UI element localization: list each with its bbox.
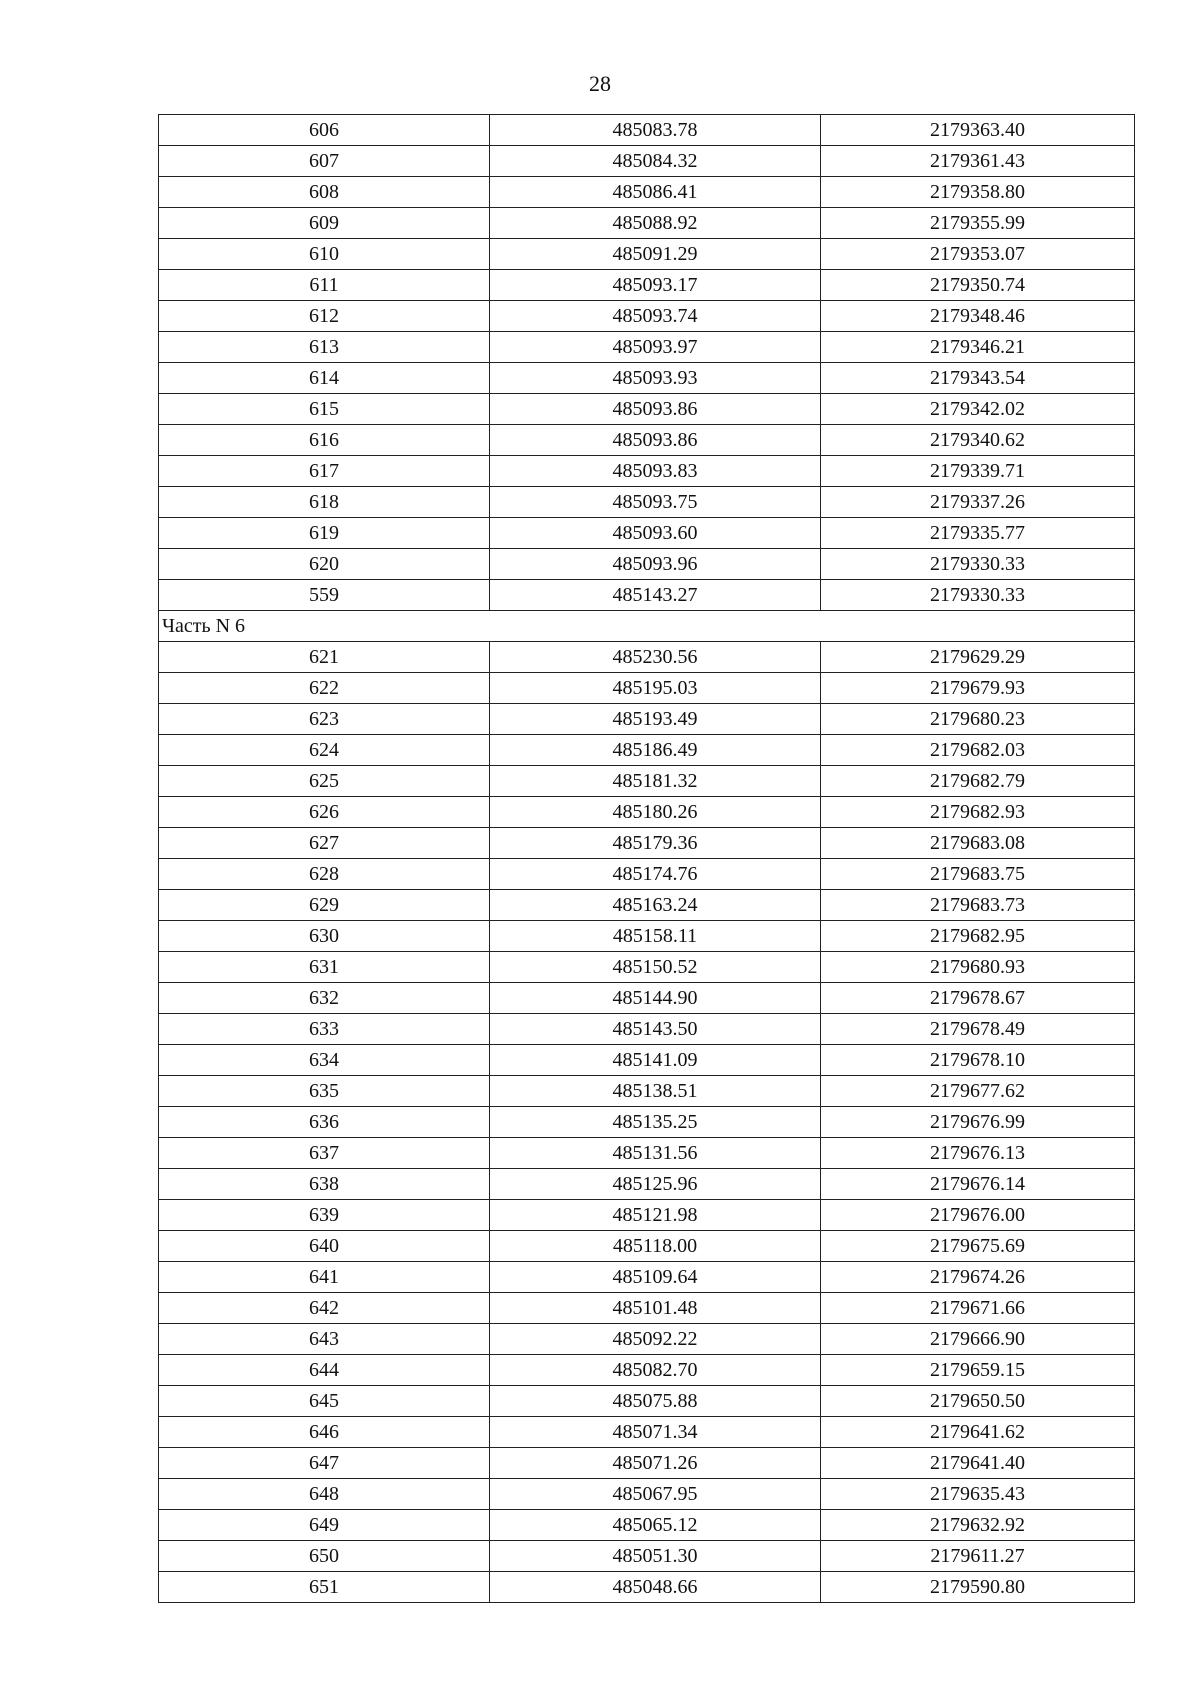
table-row — [159, 549, 1135, 580]
x-coordinate-cell: 485086.41 — [490, 177, 821, 208]
table-row — [159, 301, 1135, 332]
x-coordinate-cell: 485084.32 — [490, 146, 821, 177]
y-coordinate-cell: 2179683.08 — [821, 828, 1135, 859]
table-row — [159, 270, 1135, 301]
y-coordinate-cell: 2179330.33 — [821, 580, 1135, 611]
table-row — [159, 952, 1135, 983]
point-number-cell: 643 — [159, 1324, 490, 1355]
x-coordinate-cell: 485075.88 — [490, 1386, 821, 1417]
y-coordinate-cell: 2179330.33 — [821, 549, 1135, 580]
y-coordinate-cell: 2179659.15 — [821, 1355, 1135, 1386]
y-coordinate-cell: 2179675.69 — [821, 1231, 1135, 1262]
table-row — [159, 673, 1135, 704]
y-coordinate-cell: 2179337.26 — [821, 487, 1135, 518]
table-row — [159, 1448, 1135, 1479]
table-row — [159, 239, 1135, 270]
table-row — [159, 828, 1135, 859]
point-number-cell: 622 — [159, 673, 490, 704]
table-row — [159, 1510, 1135, 1541]
table-row — [159, 1572, 1135, 1603]
y-coordinate-cell: 2179680.23 — [821, 704, 1135, 735]
x-coordinate-cell: 485143.27 — [490, 580, 821, 611]
x-coordinate-cell: 485093.60 — [490, 518, 821, 549]
point-number-cell: 621 — [159, 642, 490, 673]
point-number-cell: 612 — [159, 301, 490, 332]
x-coordinate-cell: 485093.86 — [490, 425, 821, 456]
point-number-cell: 640 — [159, 1231, 490, 1262]
table-row — [159, 332, 1135, 363]
y-coordinate-cell: 2179635.43 — [821, 1479, 1135, 1510]
point-number-cell: 610 — [159, 239, 490, 270]
point-number-cell: 618 — [159, 487, 490, 518]
point-number-cell: 626 — [159, 797, 490, 828]
table-row — [159, 1138, 1135, 1169]
y-coordinate-cell: 2179335.77 — [821, 518, 1135, 549]
y-coordinate-cell: 2179683.73 — [821, 890, 1135, 921]
point-number-cell: 615 — [159, 394, 490, 425]
x-coordinate-cell: 485093.93 — [490, 363, 821, 394]
y-coordinate-cell: 2179679.93 — [821, 673, 1135, 704]
point-number-cell: 632 — [159, 983, 490, 1014]
point-number-cell: 646 — [159, 1417, 490, 1448]
point-number-cell: 606 — [159, 115, 490, 146]
x-coordinate-cell: 485158.11 — [490, 921, 821, 952]
y-coordinate-cell: 2179676.14 — [821, 1169, 1135, 1200]
x-coordinate-cell: 485131.56 — [490, 1138, 821, 1169]
x-coordinate-cell: 485091.29 — [490, 239, 821, 270]
y-coordinate-cell: 2179361.43 — [821, 146, 1135, 177]
x-coordinate-cell: 485125.96 — [490, 1169, 821, 1200]
point-number-cell: 648 — [159, 1479, 490, 1510]
table-row — [159, 115, 1135, 146]
table-row — [159, 456, 1135, 487]
y-coordinate-cell: 2179590.80 — [821, 1572, 1135, 1603]
point-number-cell: 650 — [159, 1541, 490, 1572]
x-coordinate-cell: 485179.36 — [490, 828, 821, 859]
y-coordinate-cell: 2179350.74 — [821, 270, 1135, 301]
table-row — [159, 1200, 1135, 1231]
page-number: 28 — [589, 71, 611, 96]
table-row — [159, 1014, 1135, 1045]
y-coordinate-cell: 2179682.95 — [821, 921, 1135, 952]
table-row — [159, 518, 1135, 549]
table-row — [159, 1107, 1135, 1138]
x-coordinate-cell: 485082.70 — [490, 1355, 821, 1386]
y-coordinate-cell: 2179682.79 — [821, 766, 1135, 797]
y-coordinate-cell: 2179346.21 — [821, 332, 1135, 363]
x-coordinate-cell: 485135.25 — [490, 1107, 821, 1138]
table-row — [159, 1045, 1135, 1076]
y-coordinate-cell: 2179676.13 — [821, 1138, 1135, 1169]
table-row — [159, 1262, 1135, 1293]
point-number-cell: 638 — [159, 1169, 490, 1200]
point-number-cell: 631 — [159, 952, 490, 983]
point-number-cell: 645 — [159, 1386, 490, 1417]
table-row — [159, 859, 1135, 890]
x-coordinate-cell: 485092.22 — [490, 1324, 821, 1355]
y-coordinate-cell: 2179629.29 — [821, 642, 1135, 673]
y-coordinate-cell: 2179666.90 — [821, 1324, 1135, 1355]
x-coordinate-cell: 485048.66 — [490, 1572, 821, 1603]
x-coordinate-cell: 485093.97 — [490, 332, 821, 363]
point-number-cell: 647 — [159, 1448, 490, 1479]
table-row — [159, 983, 1135, 1014]
x-coordinate-cell: 485093.17 — [490, 270, 821, 301]
y-coordinate-cell: 2179339.71 — [821, 456, 1135, 487]
point-number-cell: 617 — [159, 456, 490, 487]
y-coordinate-cell: 2179632.92 — [821, 1510, 1135, 1541]
table-row — [159, 1541, 1135, 1572]
y-coordinate-cell: 2179363.40 — [821, 115, 1135, 146]
y-coordinate-cell: 2179674.26 — [821, 1262, 1135, 1293]
y-coordinate-cell: 2179676.00 — [821, 1200, 1135, 1231]
table-row — [159, 146, 1135, 177]
point-number-cell: 642 — [159, 1293, 490, 1324]
point-number-cell: 636 — [159, 1107, 490, 1138]
y-coordinate-cell: 2179650.50 — [821, 1386, 1135, 1417]
y-coordinate-cell: 2179353.07 — [821, 239, 1135, 270]
point-number-cell: 630 — [159, 921, 490, 952]
table-row — [159, 890, 1135, 921]
y-coordinate-cell: 2179678.49 — [821, 1014, 1135, 1045]
table-row — [159, 208, 1135, 239]
x-coordinate-cell: 485088.92 — [490, 208, 821, 239]
point-number-cell: 607 — [159, 146, 490, 177]
y-coordinate-cell: 2179682.03 — [821, 735, 1135, 766]
table-row — [159, 704, 1135, 735]
y-coordinate-cell: 2179682.93 — [821, 797, 1135, 828]
section-row — [159, 611, 1135, 642]
y-coordinate-cell: 2179683.75 — [821, 859, 1135, 890]
y-coordinate-cell: 2179355.99 — [821, 208, 1135, 239]
y-coordinate-cell: 2179340.62 — [821, 425, 1135, 456]
point-number-cell: 644 — [159, 1355, 490, 1386]
x-coordinate-cell: 485181.32 — [490, 766, 821, 797]
x-coordinate-cell: 485071.26 — [490, 1448, 821, 1479]
x-coordinate-cell: 485093.86 — [490, 394, 821, 425]
table-row — [159, 177, 1135, 208]
y-coordinate-cell: 2179678.10 — [821, 1045, 1135, 1076]
coordinates-table-body — [159, 115, 1135, 1603]
table-row — [159, 1417, 1135, 1448]
table-row — [159, 642, 1135, 673]
point-number-cell: 613 — [159, 332, 490, 363]
table-row — [159, 766, 1135, 797]
x-coordinate-cell: 485180.26 — [490, 797, 821, 828]
x-coordinate-cell: 485163.24 — [490, 890, 821, 921]
point-number-cell: 620 — [159, 549, 490, 580]
x-coordinate-cell: 485150.52 — [490, 952, 821, 983]
y-coordinate-cell: 2179671.66 — [821, 1293, 1135, 1324]
x-coordinate-cell: 485093.74 — [490, 301, 821, 332]
table-row — [159, 1169, 1135, 1200]
x-coordinate-cell: 485121.98 — [490, 1200, 821, 1231]
x-coordinate-cell: 485101.48 — [490, 1293, 821, 1324]
x-coordinate-cell: 485109.64 — [490, 1262, 821, 1293]
table-row — [159, 1076, 1135, 1107]
y-coordinate-cell: 2179342.02 — [821, 394, 1135, 425]
table-row — [159, 1479, 1135, 1510]
section-title: Часть N 6 — [159, 611, 1135, 642]
point-number-cell: 628 — [159, 859, 490, 890]
x-coordinate-cell: 485093.83 — [490, 456, 821, 487]
table-row — [159, 921, 1135, 952]
x-coordinate-cell: 485051.30 — [490, 1541, 821, 1572]
point-number-cell: 608 — [159, 177, 490, 208]
table-row — [159, 580, 1135, 611]
x-coordinate-cell: 485093.96 — [490, 549, 821, 580]
y-coordinate-cell: 2179348.46 — [821, 301, 1135, 332]
point-number-cell: 649 — [159, 1510, 490, 1541]
x-coordinate-cell: 485138.51 — [490, 1076, 821, 1107]
point-number-cell: 651 — [159, 1572, 490, 1603]
point-number-cell: 623 — [159, 704, 490, 735]
table-row — [159, 425, 1135, 456]
y-coordinate-cell: 2179678.67 — [821, 983, 1135, 1014]
point-number-cell: 611 — [159, 270, 490, 301]
x-coordinate-cell: 485118.00 — [490, 1231, 821, 1262]
point-number-cell: 614 — [159, 363, 490, 394]
y-coordinate-cell: 2179641.40 — [821, 1448, 1135, 1479]
point-number-cell: 639 — [159, 1200, 490, 1231]
point-number-cell: 609 — [159, 208, 490, 239]
y-coordinate-cell: 2179611.27 — [821, 1541, 1135, 1572]
table-row — [159, 1293, 1135, 1324]
table-row — [159, 1324, 1135, 1355]
point-number-cell: 616 — [159, 425, 490, 456]
point-number-cell: 627 — [159, 828, 490, 859]
point-number-cell: 619 — [159, 518, 490, 549]
x-coordinate-cell: 485067.95 — [490, 1479, 821, 1510]
point-number-cell: 559 — [159, 580, 490, 611]
x-coordinate-cell: 485141.09 — [490, 1045, 821, 1076]
x-coordinate-cell: 485230.56 — [490, 642, 821, 673]
x-coordinate-cell: 485093.75 — [490, 487, 821, 518]
point-number-cell: 637 — [159, 1138, 490, 1169]
x-coordinate-cell: 485083.78 — [490, 115, 821, 146]
point-number-cell: 634 — [159, 1045, 490, 1076]
y-coordinate-cell: 2179680.93 — [821, 952, 1135, 983]
point-number-cell: 625 — [159, 766, 490, 797]
x-coordinate-cell: 485174.76 — [490, 859, 821, 890]
x-coordinate-cell: 485071.34 — [490, 1417, 821, 1448]
point-number-cell: 641 — [159, 1262, 490, 1293]
table-row — [159, 394, 1135, 425]
y-coordinate-cell: 2179677.62 — [821, 1076, 1135, 1107]
y-coordinate-cell: 2179358.80 — [821, 177, 1135, 208]
y-coordinate-cell: 2179676.99 — [821, 1107, 1135, 1138]
x-coordinate-cell: 485144.90 — [490, 983, 821, 1014]
table-row — [159, 487, 1135, 518]
y-coordinate-cell: 2179641.62 — [821, 1417, 1135, 1448]
table-row — [159, 1231, 1135, 1262]
point-number-cell: 624 — [159, 735, 490, 766]
x-coordinate-cell: 485193.49 — [490, 704, 821, 735]
table-row — [159, 1386, 1135, 1417]
table-row — [159, 797, 1135, 828]
table-row — [159, 735, 1135, 766]
table-row — [159, 1355, 1135, 1386]
y-coordinate-cell: 2179343.54 — [821, 363, 1135, 394]
x-coordinate-cell: 485143.50 — [490, 1014, 821, 1045]
x-coordinate-cell: 485186.49 — [490, 735, 821, 766]
point-number-cell: 629 — [159, 890, 490, 921]
coordinates-table — [158, 114, 1135, 1603]
x-coordinate-cell: 485065.12 — [490, 1510, 821, 1541]
point-number-cell: 635 — [159, 1076, 490, 1107]
x-coordinate-cell: 485195.03 — [490, 673, 821, 704]
table-row — [159, 363, 1135, 394]
point-number-cell: 633 — [159, 1014, 490, 1045]
